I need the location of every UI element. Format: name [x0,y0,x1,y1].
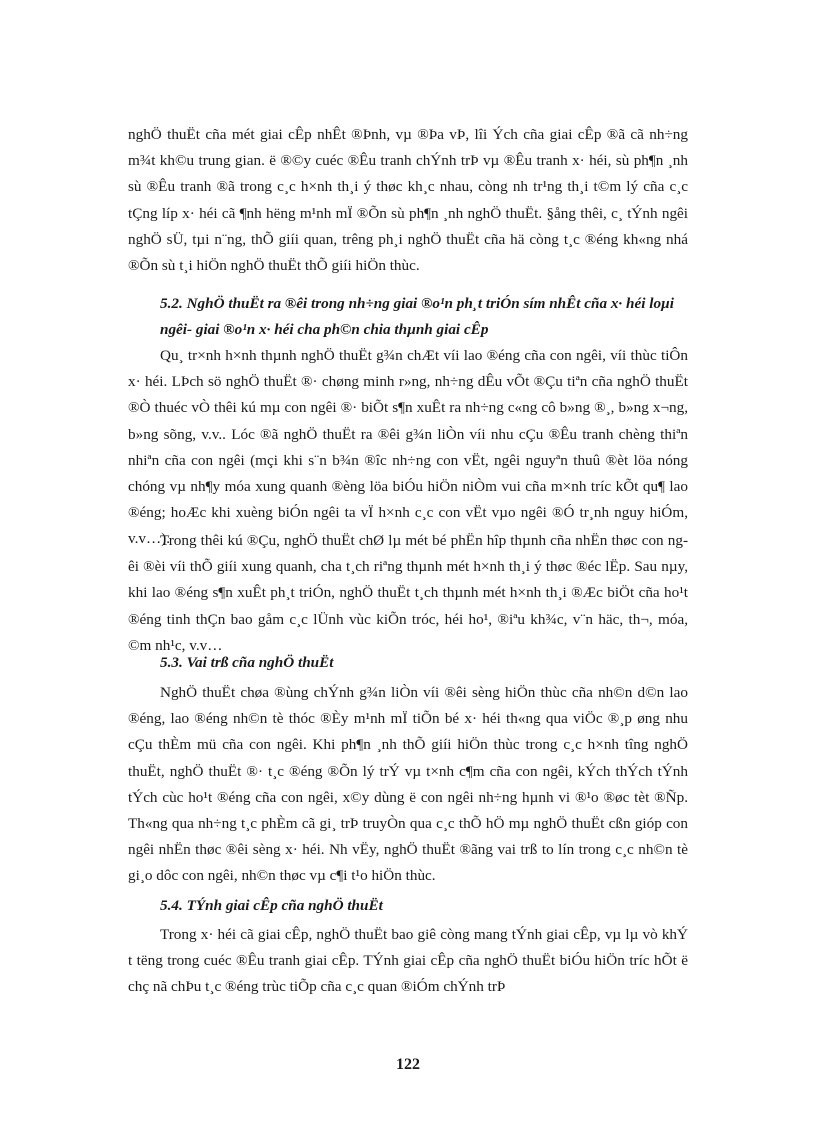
paragraph: Trong thêi kú ®Çu, nghÖ thuËt chØ lµ mét bé phËn hîp thµnh cña nhËn thøc con ngêi ®èi víi thÕ giíi xung quanh, cha t¸ch riªng thµnh mét h×nh th¸i ý thøc ®éc lËp. Sau nµy, khi lao ®éng s¶n xuÊt ph¸t triÓn, nghÖ thuËt t¸ch thµnh mét h×nh th¸i ®Æc biÖt cña ho¹t ®éng tinh thÇn bao gåm c¸c lÜnh vùc kiÕn tróc, héi ho¹, ®iªu kh¾c, v¨n häc, th¬, móa, ©m nh¹c, v.v… [128,532,688,654]
page-number: 122 [396,1056,420,1073]
paragraph: Trong x· héi cã giai cÊp, nghÖ thuËt bao giê còng mang tÝnh giai cÊp, vµ lµ vò khÝ t tëng trong cuéc ®Êu tranh giai cÊp. TÝnh giai cÊp cña nghÖ thuËt biÓu hiÖn tríc hÕt ë chç nã chÞu t¸c ®éng trùc tiÕp cña c¸c quan ®iÓm chÝnh trÞ [128,926,688,996]
section-heading-5-3: 5.3. Vai trß cña nghÖ thuËt [160,654,334,671]
paragraph: NghÖ thuËt chøa ®ùng chÝnh g¾n liÒn víi ®êi sèng hiÖn thùc cña nh©n d©n lao ®éng, lao ®éng nh©n tè thóc ®Èy m¹nh mÏ tiÕn bé x· héi th«ng qua viÖc ®¸p øng nhu cÇu thÈm mü cña con ngêi. Khi ph¶n ¸nh thÕ giíi hiÖn thùc trong c¸c h×nh tîng nghÖ thuËt, nghÖ thuËt ®· t¸c ®éng ®Õn lý trÝ vµ t×nh c¶m cña con ngêi, kÝch thÝch tÝnh tÝch cùc ho¹t ®éng cña con ngêi, x©y dùng ë con ngêi nh÷ng hµnh vi ®¹o ®øc tèt ®Ñp. Th«ng qua nh÷ng t¸c phÈm cã gi¸ trÞ truyÒn qua c¸c thÕ hÖ mµ nghÖ thuËt cßn gióp con ngêi nhËn thøc ®êi sèng x· héi. Nh vËy, nghÖ thuËt ®ãng vai trß to lín trong c¸c nh©n tè gi¸o dôc con ngêi, nh©n thøc vµ c¶i t¹o hiÖn thùc. [128,684,688,885]
paragraph: Qu¸ tr×nh h×nh thµnh nghÖ thuËt g¾n chÆt víi lao ®éng cña con ngêi, víi thùc tiÔn x· héi. LÞch sö nghÖ thuËt ®· chøng minh r»ng, nh÷ng dÊu vÕt ®Çu tiªn cña nghÖ thuËt ®Ò thuéc vÒ thêi kú mµ con ngêi ®· biÕt s¶n xuÊt ra nh÷ng c«ng cô b»ng ®¸, b»ng x¬ng, b»ng sõng, v.v.. Lóc ®ã nghÖ thuËt ra ®êi g¾n liÒn víi nhu cÇu ®Êu tranh chèng thiªn nhiªn cña con ngêi (mçi khi s¨n b¾n ®îc nh÷ng con vËt, ngêi nguyªn thuû ®èt löa nóng chóng vµ nh¶y móa xung quanh ®èng löa biÓu hiÖn niÒm vui cña m×nh tríc kÕt qu¶ lao ®éng; hoÆc khi xuèng biÓn ngêi ta vÏ h×nh c¸c con vËt vµo ngêi ®Ó tr¸nh nguy hiÓm, v.v…). [128,347,688,548]
section-heading-5-2: 5.2. NghÖ thuËt ra ®êi trong nh÷ng giai ®o¹n ph¸t triÓn sím nhÊt cña x· héi loµi ngêi- giai ®o¹n x· héi cha ph©n chia thµnh giai cÊp [160,295,675,339]
section-heading-5-4: 5.4. TÝnh giai cÊp cña nghÖ thuËt [160,897,383,914]
paragraph: nghÖ thuËt cña mét giai cÊp nhÊt ®Þnh, vµ ®Þa vÞ, lîi Ých cña giai cÊp ®ã cã nh÷ng m¾t kh©u trung gian. ë ®©y cuéc ®Êu tranh chÝnh trÞ vµ ®Êu tranh x· héi, sù ph¶n ¸nh sù ®Êu tranh ®ã trong c¸c h×nh th¸i ý thøc kh¸c nhau, còng nh tr¹ng th¸i t©m lý cña c¸c tÇng líp x· héi cã ¶nh hëng m¹nh mÏ ®Õn sù ph¶n ¸nh nghÖ thuËt. §ång thêi, c¸ tÝnh ngêi nghÖ sÜ, tµi n¨ng, thÕ giíi quan, trêng ph¸i nghÖ thuËt cña hä còng t¸c ®éng kh«ng nhá ®Õn sù t¸i hiÖn nghÖ thuËt thÕ giíi hiÖn thùc. [128,126,688,275]
